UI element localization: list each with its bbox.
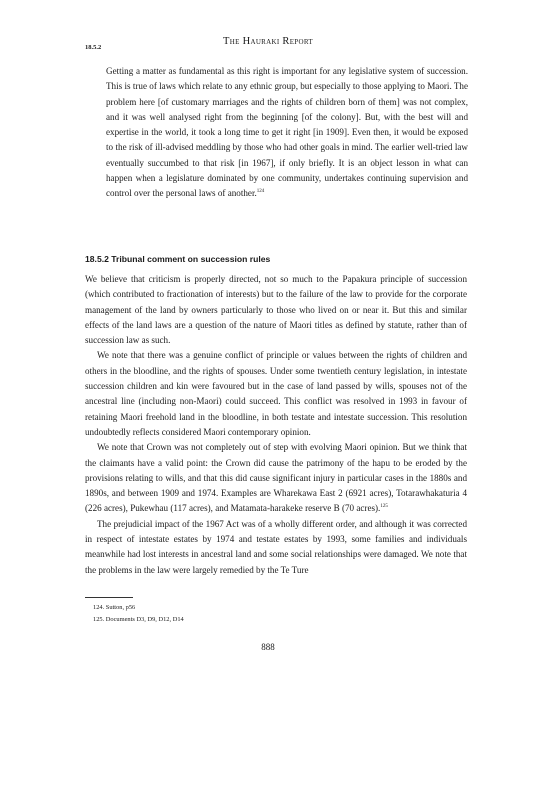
block-quote (106, 64, 468, 202)
footnotes (93, 602, 184, 625)
section-heading: 18.5.2 Tribunal comment on succession rules (85, 254, 271, 264)
footnote-divider (85, 597, 133, 598)
body-paragraph: We note that Crown was not completely out of step with evolving Maori opinion. But we think that the claimants have a valid point: the Crown did cause the patrimony of the hapu to be eroded by the provisions relating to wills, and that this did cause significant injury in particular cases in the 1880s and 1890s, and between 1909 and 1974. Examples are Wharekawa East 2 (6921 acres), Totarawhakaturia 4 (226 acres), Pukewhau (117 acres), and Matamata-harakeke reserve B (70 acres).$^{125}$ (85, 442, 467, 514)
running-header-title: The Hauraki Report (223, 36, 313, 47)
footnote-marker: 124 (256, 189, 265, 195)
footnote: 124. Sutton, p56 (93, 604, 136, 611)
section-body (85, 272, 467, 578)
block-quote-text: Getting a matter as fundamental as this right is important for any legislative system of succession. This is true of laws which relate to any ethnic group, but especially to those applying to Maori. The problem here [of customary marriages and the rights of children born of them] was not complex, and it was well analysed right from the beginning [of the colony]. But, with the best will and expertise in the world, it took a long time to get it right [in 1909]. Even then, it would be exposed to the risk of ill-advised meddling by those who had other goals in mind. The earlier well-tried law eventually succumbed to that risk [in 1967], if only briefly. It is an object lesson in what can happen when a legislature dominated by one community, undertakes continuing supervision and control over the personal laws of another. (106, 66, 468, 199)
page-number: 888 (261, 642, 275, 652)
running-header-section: 18.5.2 (85, 44, 102, 51)
footnote: 125. Documents D3, D9, D12, D14 (93, 615, 184, 623)
body-paragraph: We note that there was a genuine conflict of principle or values between the rights of children and others in the bloodline, and the rights of spouses. Under some twentieth century legislation, in intestate succession children and kin were favoured but in the case of land passed by wills, spouses not of the ancestral line (including non-Maori) could succeed. This conflict was resolved in 1993 in favour of retaining Maori freehold land in the bloodline, in both testate and intestate succession. This resolution undoubtedly reflects considered Maori contemporary opinion. (85, 350, 467, 437)
footnote-marker: 125 (380, 504, 388, 510)
body-paragraph: The prejudicial impact of the 1967 Act was of a wholly different order, and although it was corrected in respect of intestate estates by 1974 and testate estates by 1993, some families and individuals meanwhile had lost interests in ancestral land and some social relationships were damaged. We note that the problems in the law were largely remedied by the Te Ture (85, 518, 467, 575)
body-paragraph: We believe that criticism is properly directed, not so much to the Papakura principle of succession (which contributed to fractionation of interests) but to the failure of the law to provide for the corporate management of the land by owners particularly to those who lived on or near it. But this and similar effects of the land laws are a question of the nature of Maori titles as defined by statute, rather than of succession law as such. (85, 274, 467, 346)
